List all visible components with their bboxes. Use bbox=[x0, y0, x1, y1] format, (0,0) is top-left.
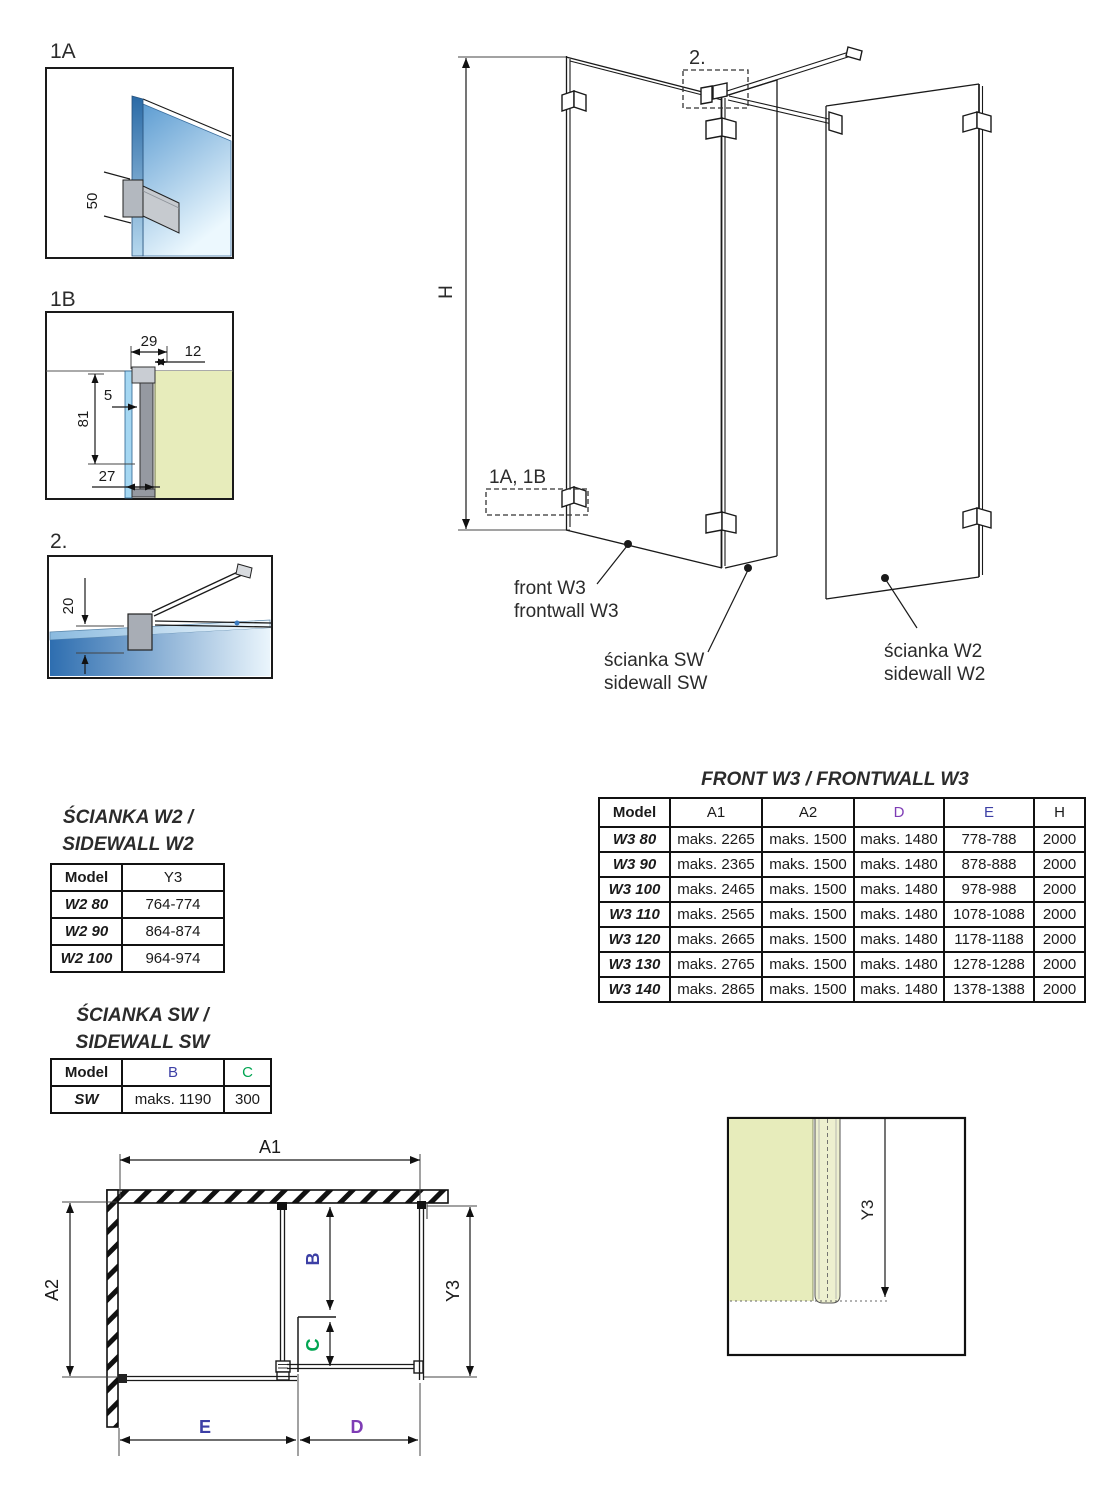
glass-strip bbox=[815, 1119, 840, 1303]
w3-cell: maks. 2465 bbox=[670, 877, 762, 902]
support-arms bbox=[727, 47, 862, 134]
profile-bar bbox=[140, 383, 153, 489]
sidewall-w2-line2: sidewall W2 bbox=[884, 664, 986, 685]
w3-cell: 2000 bbox=[1034, 927, 1085, 952]
w2-table-title bbox=[40, 804, 216, 858]
walls bbox=[107, 1190, 448, 1427]
w3-cell: maks. 1480 bbox=[854, 852, 944, 877]
w3-cell: maks. 1480 bbox=[854, 902, 944, 927]
table-row bbox=[51, 891, 224, 918]
w3-cell: maks. 2665 bbox=[670, 927, 762, 952]
sw-header-b: B bbox=[122, 1059, 224, 1086]
w3-cell: W3 80 bbox=[599, 827, 670, 852]
sw-header-c: C bbox=[224, 1059, 271, 1086]
sw-title-line2: SIDEWALL SW bbox=[75, 1032, 210, 1053]
w3-cell: maks. 1500 bbox=[762, 952, 854, 977]
w3-cell: 1078-1088 bbox=[944, 902, 1034, 927]
detail-1a-label: 1A bbox=[50, 40, 76, 63]
dimension-e bbox=[119, 1374, 298, 1456]
table-row bbox=[51, 1086, 271, 1113]
corner-clamps bbox=[701, 83, 736, 533]
table-row bbox=[599, 977, 1085, 1002]
dim-29-text: 29 bbox=[140, 333, 158, 350]
dim-50-text: 50 bbox=[84, 192, 101, 210]
dimension-b bbox=[303, 1207, 330, 1310]
sidewall-sw-plan bbox=[276, 1202, 290, 1380]
w3-cell: 1278-1288 bbox=[944, 952, 1034, 977]
label-frontwall-w3 bbox=[514, 540, 632, 622]
w3-cell: maks. 2365 bbox=[670, 852, 762, 877]
dimension-y3-plan bbox=[424, 1206, 477, 1377]
w3-cell: W3 120 bbox=[599, 927, 670, 952]
dim-y3-detail-text: Y3 bbox=[858, 1199, 877, 1221]
table-row bbox=[599, 927, 1085, 952]
dim-c-text: C bbox=[303, 1338, 323, 1352]
table-row bbox=[51, 918, 224, 945]
w3-cell: maks. 2565 bbox=[670, 902, 762, 927]
table-row bbox=[599, 827, 1085, 852]
dim-5-text: 5 bbox=[103, 387, 113, 404]
table-row bbox=[51, 945, 224, 972]
sw-row-model: SW bbox=[51, 1086, 122, 1113]
w2-row-value: 864-874 bbox=[122, 918, 224, 945]
dim-h-text: H bbox=[436, 285, 457, 299]
detail-2-label: 2. bbox=[50, 530, 68, 553]
w3-cell: maks. 1500 bbox=[762, 927, 854, 952]
w3-cell: maks. 2265 bbox=[670, 827, 762, 852]
y3-detail-drawing bbox=[700, 1100, 1000, 1370]
support-bar-plan bbox=[287, 1361, 423, 1373]
w3-cell: 878-888 bbox=[944, 852, 1034, 877]
dimension-c bbox=[303, 1322, 330, 1366]
w3-header-a2: A2 bbox=[762, 798, 854, 827]
table-row bbox=[599, 902, 1085, 927]
sw-table bbox=[50, 1058, 272, 1114]
sw-table-title bbox=[40, 1002, 245, 1056]
wall-fill bbox=[155, 371, 232, 498]
sw-header-model: Model bbox=[51, 1059, 122, 1086]
label-sidewall-w2 bbox=[881, 574, 985, 685]
dim-a2-text: A2 bbox=[42, 1278, 62, 1302]
dim-27-text: 27 bbox=[98, 468, 116, 485]
w3-cell: maks. 1480 bbox=[854, 977, 944, 1002]
table-row bbox=[599, 952, 1085, 977]
sidewall-sw-panel bbox=[725, 80, 777, 568]
callout-1a1b-text: 1A, 1B bbox=[489, 467, 547, 488]
w2-row-value: 964-974 bbox=[122, 945, 224, 972]
w3-cell: maks. 1480 bbox=[854, 927, 944, 952]
sidewall-w2-plan bbox=[417, 1201, 427, 1380]
w3-header-model: Model bbox=[599, 798, 670, 827]
w2-header-model: Model bbox=[51, 864, 122, 891]
sw-title-line1: ŚCIANKA SW / bbox=[76, 1005, 209, 1026]
w3-cell: maks. 1480 bbox=[854, 827, 944, 852]
dim-d-text: D bbox=[350, 1417, 364, 1437]
w3-header-h: H bbox=[1034, 798, 1085, 827]
w3-cell: 1378-1388 bbox=[944, 977, 1034, 1002]
sw-row-b: maks. 1190 bbox=[122, 1086, 224, 1113]
dim-20-text: 20 bbox=[60, 597, 77, 615]
w3-cell: maks. 1500 bbox=[762, 877, 854, 902]
w3-header-a1: A1 bbox=[670, 798, 762, 827]
w3-cell: 2000 bbox=[1034, 977, 1085, 1002]
w2-title-line2: SIDEWALL W2 bbox=[62, 834, 194, 855]
w3-cell: 2000 bbox=[1034, 852, 1085, 877]
detail-1a-drawing bbox=[40, 30, 250, 270]
w3-header-d: D bbox=[854, 798, 944, 827]
w3-cell: W3 110 bbox=[599, 902, 670, 927]
label-sidewall-sw bbox=[604, 564, 752, 694]
w2-row-model: W2 90 bbox=[51, 918, 122, 945]
w3-cell: W3 140 bbox=[599, 977, 670, 1002]
table-row bbox=[599, 877, 1085, 902]
w3-cell: maks. 1500 bbox=[762, 852, 854, 877]
frontwall-w3-panel bbox=[566, 56, 722, 568]
table-row bbox=[599, 852, 1085, 877]
dim-e-text: E bbox=[198, 1417, 212, 1437]
dim-b-text: B bbox=[303, 1252, 323, 1266]
w3-cell: 2000 bbox=[1034, 952, 1085, 977]
detail-1b-label: 1B bbox=[50, 288, 76, 311]
w3-cell: 1178-1188 bbox=[944, 927, 1034, 952]
w3-cell: 2000 bbox=[1034, 877, 1085, 902]
w3-cell: W3 130 bbox=[599, 952, 670, 977]
profile-foot bbox=[132, 489, 155, 497]
profile-cap bbox=[132, 367, 155, 383]
sidewall-w2-panel bbox=[826, 84, 983, 599]
sidewall-sw-line2: sidewall SW bbox=[604, 673, 708, 694]
w3-cell: W3 100 bbox=[599, 877, 670, 902]
w2-header-y3: Y3 bbox=[122, 864, 224, 891]
dim-12-text: 12 bbox=[184, 343, 202, 360]
detail-2-drawing bbox=[40, 520, 285, 692]
dim-a1-text: A1 bbox=[258, 1137, 282, 1157]
w3-table bbox=[598, 797, 1086, 1003]
glass-edge bbox=[125, 371, 132, 498]
h-dimension bbox=[436, 57, 570, 530]
w3-cell: W3 90 bbox=[599, 852, 670, 877]
w3-cell: maks. 1500 bbox=[762, 827, 854, 852]
w2-title-line1: ŚCIANKA W2 / bbox=[62, 807, 194, 828]
detail-1b-drawing bbox=[40, 278, 250, 510]
dim-81-text: 81 bbox=[75, 410, 92, 428]
w3-cell: maks. 2765 bbox=[670, 952, 762, 977]
isometric-view bbox=[430, 30, 1010, 710]
w2-row-model: W2 80 bbox=[51, 891, 122, 918]
w3-cell: 2000 bbox=[1034, 902, 1085, 927]
w3-cell: maks. 1500 bbox=[762, 977, 854, 1002]
w3-table-title: FRONT W3 / FRONTWALL W3 bbox=[701, 769, 969, 790]
w2-row-model: W2 100 bbox=[51, 945, 122, 972]
w3-header-e: E bbox=[944, 798, 1034, 827]
w2-table bbox=[50, 863, 225, 973]
wall-section bbox=[729, 1119, 813, 1301]
dimension-d bbox=[300, 1383, 420, 1456]
sw-row-c: 300 bbox=[224, 1086, 271, 1113]
w3-cell: maks. 2865 bbox=[670, 977, 762, 1002]
dim-y3-text: Y3 bbox=[443, 1279, 463, 1303]
left-wall bbox=[107, 1190, 118, 1427]
w3-cell: maks. 1480 bbox=[854, 877, 944, 902]
w2-row-value: 764-774 bbox=[122, 891, 224, 918]
plan-view bbox=[40, 1120, 520, 1495]
callout-2-text: 2. bbox=[689, 47, 706, 69]
bar-glass-dot bbox=[235, 621, 240, 626]
front-w3-line1: front W3 bbox=[514, 578, 586, 599]
w3-cell: 2000 bbox=[1034, 827, 1085, 852]
corner-edge bbox=[722, 97, 726, 568]
w3-cell: 978-988 bbox=[944, 877, 1034, 902]
w3-cell: maks. 1480 bbox=[854, 952, 944, 977]
sidewall-w2-line1: ścianka W2 bbox=[884, 641, 983, 662]
top-wall bbox=[107, 1190, 448, 1203]
w3-cell: 778-788 bbox=[944, 827, 1034, 852]
w3-cell: maks. 1500 bbox=[762, 902, 854, 927]
frontwall-w3-plan bbox=[118, 1374, 297, 1383]
front-w3-line2: frontwall W3 bbox=[514, 601, 619, 622]
sidewall-sw-line1: ścianka SW bbox=[604, 650, 705, 671]
